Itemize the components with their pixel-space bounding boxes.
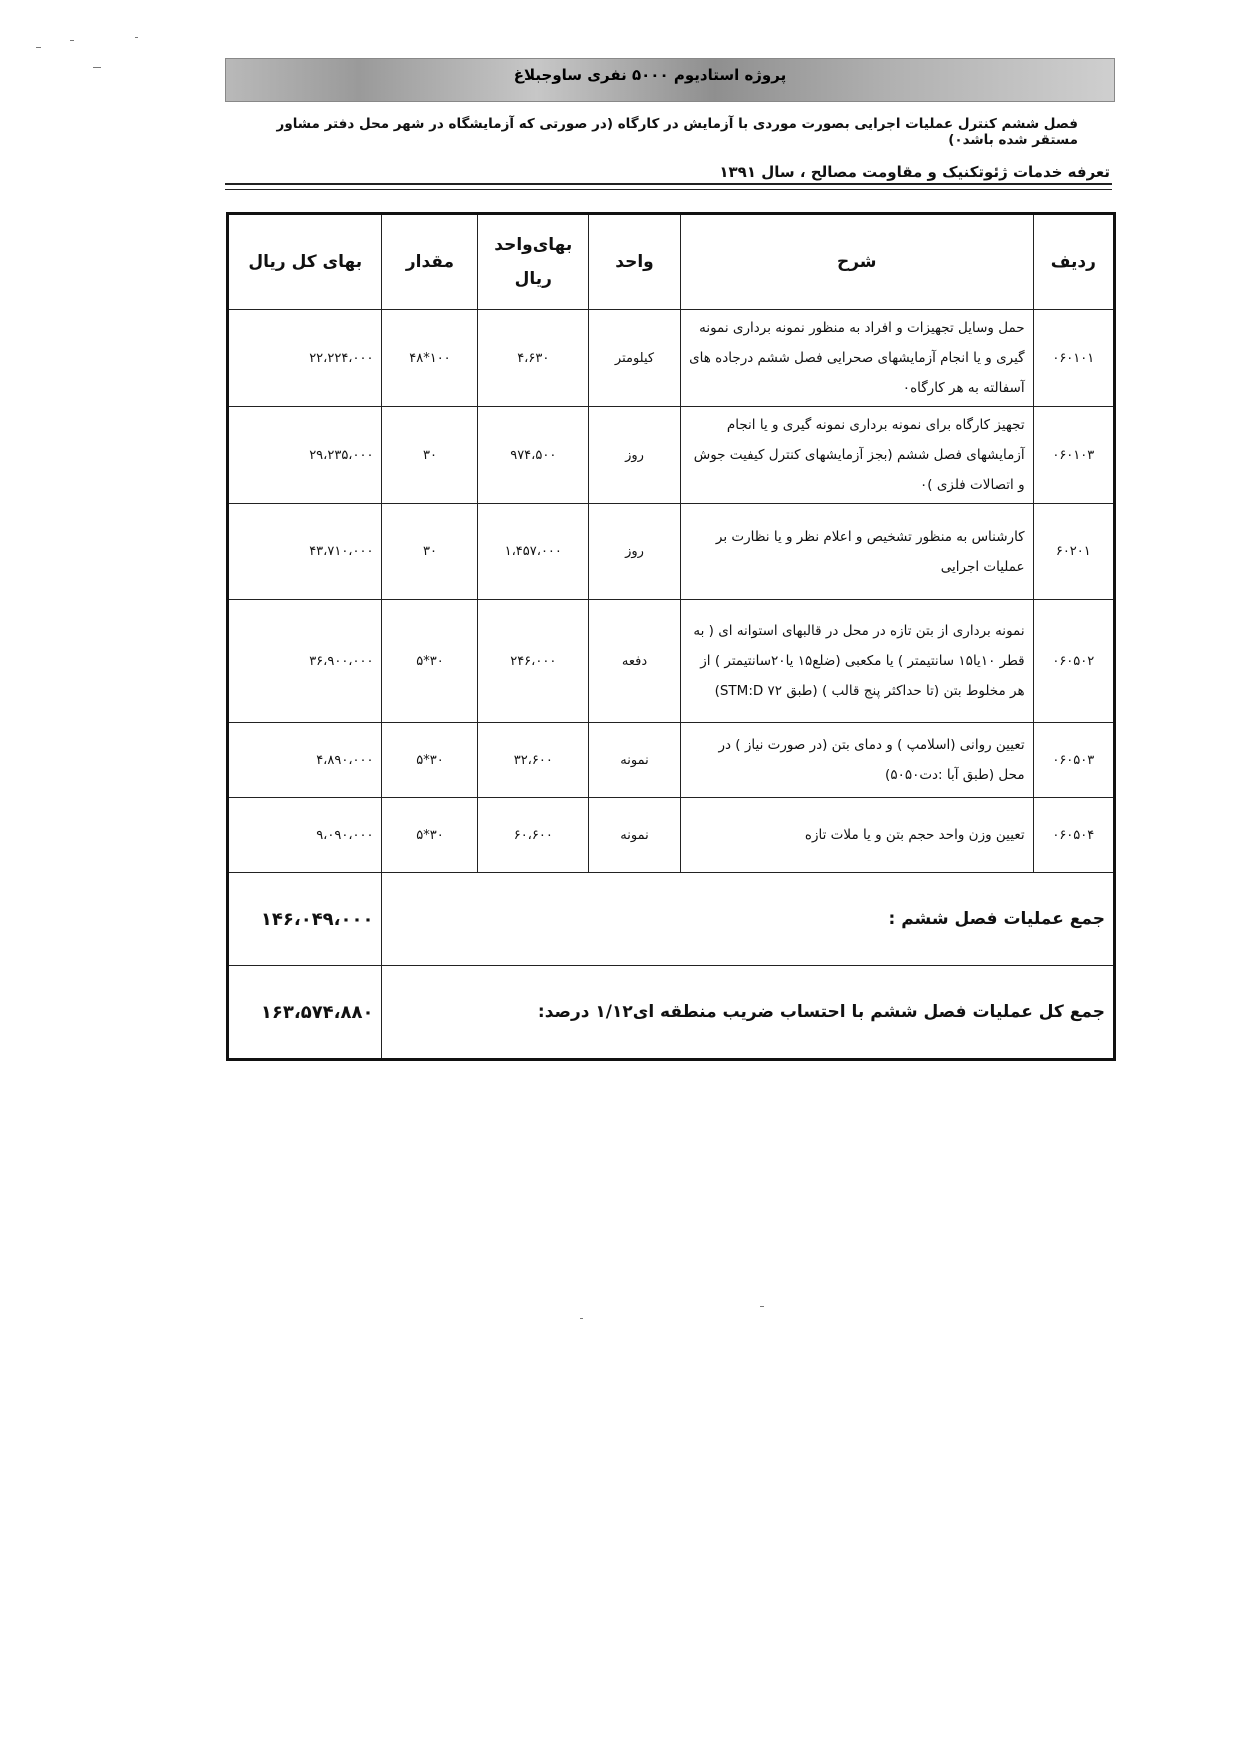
grand-total-label: جمع کل عملیات فصل ششم با احتساب ضریب منطقه ای۱/۱۲ درصد: [382, 966, 1115, 1060]
row-unit-price: ۲۴۶،۰۰۰ [478, 600, 589, 723]
row-unit-price: ۱،۴۵۷،۰۰۰ [478, 504, 589, 600]
header-unit-price [478, 214, 589, 310]
row-total: ۹،۰۹۰،۰۰۰ [228, 798, 382, 873]
row-unit: کیلومتر [589, 310, 681, 407]
grand-total-value: ۱۶۳،۵۷۴،۸۸۰ [228, 966, 382, 1060]
table-row [228, 798, 1115, 873]
chapter-title: فصل ششم کنترل عملیات اجرایی بصورت موردی با آزمایش در کارگاه (در صورتی که آزمایشگاه در شهر محل دفتر مشاور مستقر شده باشد۰) [276, 116, 1078, 148]
row-description: حمل وسایل تجهیزات و افراد به منظور نمونه برداری نمونه گیری و یا انجام آزمایشهای صحرایی فصل ششم درجاده های آسفالته به هر کارگاه۰ [680, 310, 1033, 407]
row-quantity: ۳۰ [382, 407, 478, 504]
header-total-price: بهای کل ریال [228, 214, 382, 310]
row-quantity: ۳۰*۵ [382, 600, 478, 723]
header-description: شرح [680, 214, 1033, 310]
row-quantity: ۳۰*۵ [382, 723, 478, 798]
row-code: ۰۶۰۵۰۴ [1033, 798, 1114, 873]
row-unit: دفعه [589, 600, 681, 723]
row-description: تعیین وزن واحد حجم بتن و یا ملات تازه [680, 798, 1033, 873]
row-unit-price: ۴،۶۳۰ [478, 310, 589, 407]
tariff-title: تعرفه خدمات ژئوتکنیک و مقاومت مصالح ، سال ۱۳۹۱ [719, 163, 1110, 181]
project-title: پروژه استادیوم ۵۰۰۰ نفری ساوجبلاغ [513, 66, 787, 84]
chapter-total-row [228, 873, 1115, 966]
row-quantity: ۱۰۰*۴۸ [382, 310, 478, 407]
header-unit: واحد [589, 214, 681, 310]
row-total: ۴۳،۷۱۰،۰۰۰ [228, 504, 382, 600]
row-unit: روز [589, 504, 681, 600]
table-row [228, 407, 1115, 504]
table-header-row [228, 214, 1115, 310]
row-code: ۶۰۲۰۱ [1033, 504, 1114, 600]
header-row-number: ردیف [1033, 214, 1114, 310]
table-row [228, 504, 1115, 600]
header-unit-price-line1: بهای‌واحد [494, 235, 573, 255]
row-quantity: ۳۰*۵ [382, 798, 478, 873]
row-unit-price: ۶۰،۶۰۰ [478, 798, 589, 873]
header-unit-price-line2: ریال [514, 269, 552, 289]
row-quantity: ۳۰ [382, 504, 478, 600]
divider [225, 183, 1112, 185]
row-description: تعیین روانی (اسلامپ ) و دمای بتن (در صورت نیاز ) در محل (طبق آبا :دت۵۰۵۰) [680, 723, 1033, 798]
row-total: ۲۲،۲۲۴،۰۰۰ [228, 310, 382, 407]
chapter-total-value: ۱۴۶،۰۴۹،۰۰۰ [228, 873, 382, 966]
row-unit: روز [589, 407, 681, 504]
row-description: نمونه برداری از بتن تازه در محل در قالبهای استوانه ای ( به قطر ۱۰یا۱۵ سانتیمتر ) یا مکعبی (ضلع۱۵ یا۲۰سانتیمتر ) از هر مخلوط بتن (تا حداکثر پنج قالب ) (طبق STM:D ۷۲) [680, 600, 1033, 723]
table-row [228, 600, 1115, 723]
row-unit-price: ۳۲،۶۰۰ [478, 723, 589, 798]
row-description: تجهیز کارگاه برای نمونه برداری نمونه گیری و یا انجام آزمایشهای فصل ششم (بجز آزمایشهای کنترل کیفیت جوش و اتصالات فلزی )۰ [680, 407, 1033, 504]
header-quantity: مقدار [382, 214, 478, 310]
price-table [226, 212, 1116, 1061]
row-unit-price: ۹۷۴،۵۰۰ [478, 407, 589, 504]
row-total: ۳۶،۹۰۰،۰۰۰ [228, 600, 382, 723]
row-code: ۰۶۰۵۰۳ [1033, 723, 1114, 798]
row-total: ۴،۸۹۰،۰۰۰ [228, 723, 382, 798]
row-description: کارشناس به منظور تشخیص و اعلام نظر و یا نظارت بر عملیات اجرایی [680, 504, 1033, 600]
row-total: ۲۹،۲۳۵،۰۰۰ [228, 407, 382, 504]
grand-total-row [228, 966, 1115, 1060]
chapter-total-label: جمع عملیات فصل ششم : [382, 873, 1115, 966]
row-code: ۰۶۰۱۰۳ [1033, 407, 1114, 504]
row-code: ۰۶۰۱۰۱ [1033, 310, 1114, 407]
row-unit: نمونه [589, 798, 681, 873]
table-row [228, 310, 1115, 407]
table-row [228, 723, 1115, 798]
row-unit: نمونه [589, 723, 681, 798]
divider [225, 189, 1112, 190]
row-code: ۰۶۰۵۰۲ [1033, 600, 1114, 723]
